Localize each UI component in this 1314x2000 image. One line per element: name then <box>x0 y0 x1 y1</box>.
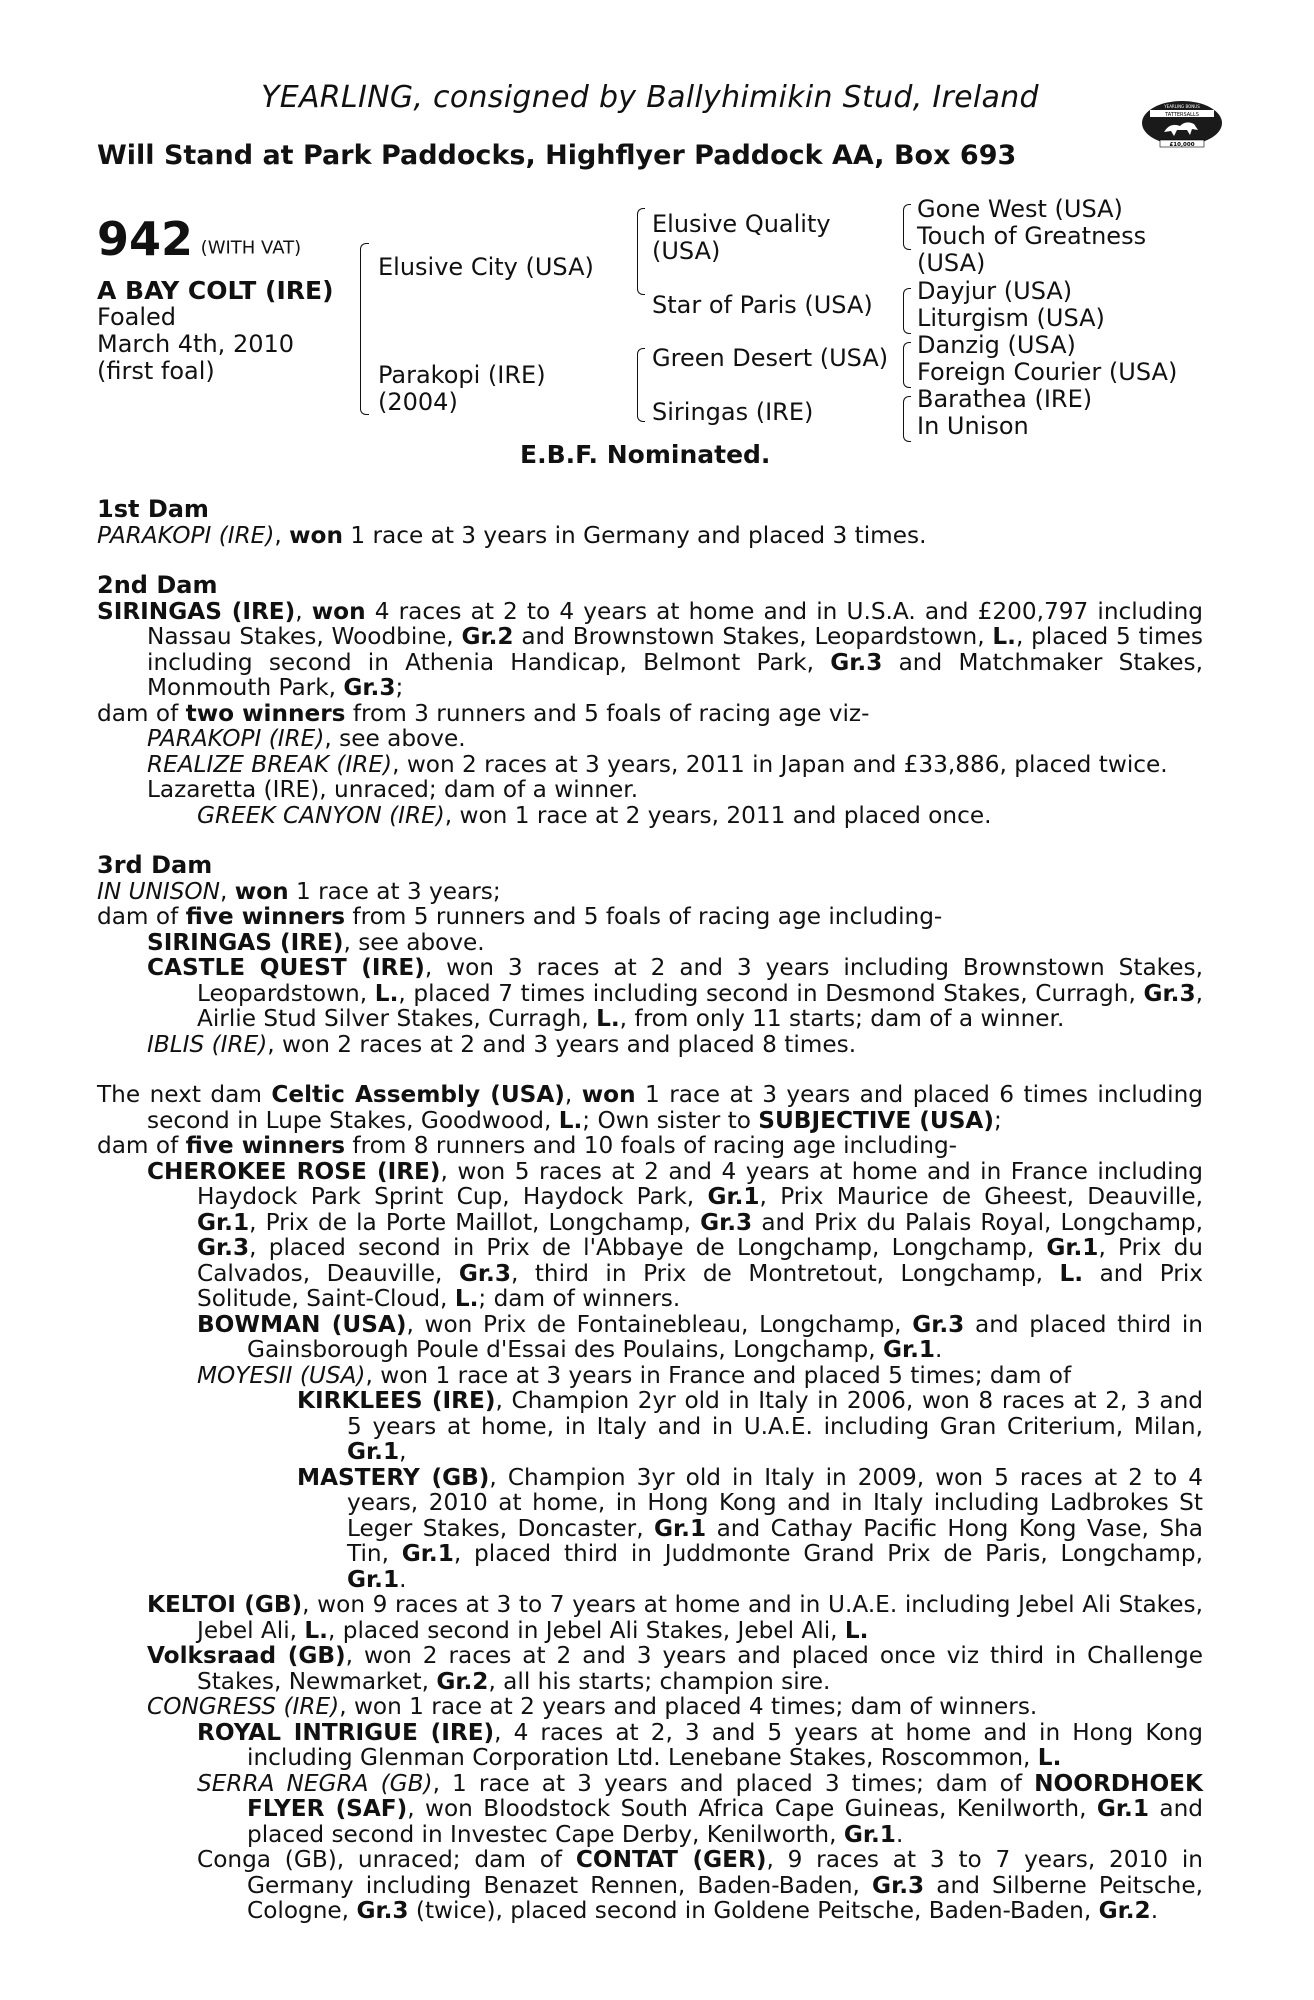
produce-item <box>97 1159 1203 1312</box>
horse-name: PARAKOPI (IRE) <box>147 725 325 752</box>
entry-text: and placed third in Gainsborough Poule d'Essai des Poulains, Longchamp, <box>247 1310 1203 1363</box>
entry-text: , won 2 races at 3 years, 2011 in Japan and £33,886, placed twice. <box>392 750 1168 778</box>
entry-text: , 9 races at 3 to 7 years, 2010 in Germany including Benazet Rennen, Baden-Baden, <box>247 1846 1204 1899</box>
grade: Gr.3 <box>343 674 396 701</box>
listed: L. <box>1059 1259 1084 1287</box>
pedigree-dam <box>378 362 546 416</box>
entry-text: dam of <box>97 903 186 930</box>
pedigree-dds: Barathea (IRE) <box>917 385 1093 413</box>
entry-text: and Matchmaker Stakes, Monmouth Park, <box>147 648 1203 701</box>
listed: L. <box>304 1616 328 1644</box>
entry-text: , won Bloodstock South Africa Cape Guineas, Kenilworth, <box>407 1795 1097 1822</box>
lot-block <box>97 212 357 385</box>
pedigree-sire-sire <box>652 211 831 265</box>
entry-text: and Cathay Pacific Hong Kong Vase, Sha Tin, <box>347 1514 1203 1567</box>
bracket-gen1 <box>360 243 369 415</box>
produce-item <box>97 1465 1203 1593</box>
grade: Gr.3 <box>872 1871 925 1899</box>
grade: Gr.1 <box>197 1208 250 1236</box>
listed: L. <box>454 1285 479 1312</box>
horse-name: PARAKOPI (IRE) <box>97 521 275 549</box>
entry-text: , placed 5 times including second in Athenia Handicap, Belmont Park, <box>147 623 1203 676</box>
entry-text: , placed 7 times including second in Desmond Stakes, Curragh, <box>398 979 1144 1007</box>
badge-mid-text: YEARLING BONUS <box>1164 104 1200 109</box>
bracket-gen3-4 <box>903 396 911 442</box>
grade: Gr.3 <box>700 1208 753 1236</box>
entry-text: , won 3 races at 2 and 3 years including Brownstown Stakes, Leopardstown, <box>197 954 1204 1007</box>
pedigree-dam-name: Parakopi (IRE) <box>378 361 546 389</box>
entry-text: and Prix du Palais Royal, Longchamp, <box>752 1208 1203 1236</box>
horse-name: CONGRESS (IRE) <box>147 1693 340 1720</box>
entry-text: . <box>935 1336 943 1363</box>
entry-text: , placed second in Prix de l'Abbaye de Longchamp, Longchamp, <box>249 1234 1047 1261</box>
listed: L. <box>844 1616 869 1644</box>
pedigree-sss: Gone West (USA) <box>917 195 1123 223</box>
horse-name: GREEK CANYON (IRE) <box>197 801 445 829</box>
won-label: won <box>581 1081 636 1108</box>
entry-text: Conga (GB), unraced; dam of <box>197 1846 576 1873</box>
grade: Gr.1 <box>882 1336 936 1363</box>
produce-item <box>97 1643 1203 1694</box>
horse-name: IBLIS (IRE) <box>147 1030 268 1058</box>
produce-item <box>97 1312 1203 1363</box>
entry-text: ; <box>395 674 404 701</box>
horse-name: SERRA NEGRA (GB) <box>197 1769 433 1797</box>
entry-text: . <box>399 1565 407 1593</box>
grade: Gr.1 <box>347 1565 400 1593</box>
pedigree-ddd: In Unison <box>917 412 1029 440</box>
ss-line2: (USA) <box>652 237 721 265</box>
entry-text: , third in Prix de Montretout, Longchamp, <box>510 1259 1060 1287</box>
stand-location: Will Stand at Park Paddocks, Highflyer Paddock AA, Box 693 <box>97 140 1017 171</box>
lot-vat: (WITH VAT) <box>200 237 302 259</box>
bracket-gen3-2 <box>903 288 911 334</box>
consignment-heading: YEARLING, consigned by Ballyhimikin Stud, Ireland <box>261 80 1039 115</box>
grade: Gr.1 <box>707 1183 760 1210</box>
produce-item <box>97 803 1203 829</box>
listed: L. <box>374 979 399 1007</box>
produce-item <box>97 1771 1203 1848</box>
produce-item <box>97 1363 1203 1389</box>
entry-text: 1 race at 3 years and placed 6 times including second in Lupe Stakes, Goodwood, <box>147 1081 1203 1134</box>
entry-text: , <box>399 1438 407 1465</box>
ssd-line1: Touch of Greatness <box>917 222 1147 250</box>
entry-text: and Silberne Peitsche, Cologne, <box>247 1871 1203 1924</box>
horse-name: NOORDHOEK FLYER (SAF) <box>247 1769 1203 1822</box>
foaled-date: March 4th, 2010 <box>97 330 295 358</box>
entry-text: and Brownstown Stakes, Leopardstown, <box>513 623 993 650</box>
grade: Gr.1 <box>1046 1234 1099 1261</box>
horse-name: MOYESII (USA) <box>197 1361 366 1389</box>
lot-description: A BAY COLT (IRE) <box>97 276 334 305</box>
horse-name: REALIZE BREAK (IRE) <box>147 750 393 778</box>
listed: L. <box>596 1005 620 1032</box>
entry-text: ; dam of winners. <box>478 1285 681 1312</box>
first-dam-entry: PARAKOPI (IRE), won 1 race at 3 years in Germany and placed 3 times. <box>97 521 927 549</box>
entry-text: , Prix du Calvados, Deauville, <box>197 1234 1203 1287</box>
family-text <box>97 497 1203 1924</box>
entry-text: , won 1 race at 2 years, 2011 and placed once. <box>444 801 992 829</box>
produce-item <box>97 726 1203 752</box>
second-dam-produce <box>97 701 1203 727</box>
horse-name: CONTAT (GER) <box>575 1846 767 1873</box>
entry-text: , won 9 races at 3 to 7 years at home and in U.A.E. including Jebel Ali Stakes, Jebel Ali, <box>197 1591 1203 1644</box>
horse-name: KIRKLEES (IRE) <box>297 1387 496 1414</box>
pedigree-dsd: Foreign Courier (USA) <box>917 358 1178 386</box>
grade: Gr.1 <box>1096 1795 1149 1822</box>
entry-text: , won 5 races at 2 and 4 years at home and in France including Haydock Park Sprint Cup, Haydock Park, <box>197 1157 1203 1210</box>
next-dam-entry: The next dam Celtic Assembly (USA), won 1 race at 3 years and placed 6 times including second in Lupe Stakes, Goodwood, L.; Own sister to SUBJECTIVE (USA); <box>97 1081 1203 1134</box>
entry-text: ; Own sister to <box>582 1106 759 1134</box>
entry-text: , placed second in Jebel Ali Stakes, Jebel Ali, <box>327 1616 845 1644</box>
entry-text: , from only 11 starts; dam of a winner. <box>619 1005 1065 1032</box>
second-dam-heading: 2nd Dam <box>97 571 218 599</box>
foaled-label: Foaled <box>97 303 177 331</box>
pedigree-dam-sire: Green Desert (USA) <box>652 344 889 372</box>
won-label: won <box>311 597 366 625</box>
yearling-bonus-badge <box>1138 96 1226 154</box>
third-dam-entry: IN UNISON, won 1 race at 3 years; <box>97 877 501 905</box>
produce-item <box>97 1032 1203 1058</box>
entry-text: from 5 runners and 5 foals of racing age including- <box>345 903 943 930</box>
grade: Gr.1 <box>654 1514 707 1542</box>
entry-text: 1 race at 3 years in Germany and placed 3 times. <box>343 521 927 549</box>
grade: Gr.3 <box>912 1310 965 1338</box>
entry-text: and Prix Solitude, Saint-Cloud, <box>197 1259 1203 1312</box>
horse-name: MASTERY (GB) <box>297 1463 490 1491</box>
grade: Gr.3 <box>1143 979 1196 1007</box>
entry-text: 1 race at 3 years; <box>288 877 501 905</box>
listed: L. <box>558 1106 583 1134</box>
horse-name: SIRINGAS (IRE) <box>97 597 296 625</box>
entry-text: ; <box>993 1106 1002 1134</box>
horse-name: IN UNISON <box>97 877 221 905</box>
bracket-gen3-1 <box>903 204 911 250</box>
grade: Gr.2 <box>1098 1897 1151 1924</box>
entry-text: (twice), placed second in Goldene Peitsche, Baden-Baden, <box>408 1897 1099 1924</box>
entry-text: , won 2 races at 2 and 3 years and placed 8 times. <box>267 1030 857 1058</box>
produce-item <box>97 930 1203 956</box>
produce-item <box>97 1592 1203 1643</box>
grade: Gr.2 <box>461 623 514 650</box>
entry-text: , all his starts; champion sire. <box>488 1667 831 1695</box>
grade: Gr.3 <box>458 1259 511 1287</box>
horse-name: CASTLE QUEST (IRE) <box>147 954 425 981</box>
pedigree-sds: Dayjur (USA) <box>917 277 1073 305</box>
entry-text: , 1 race at 3 years and placed 3 times; dam of <box>432 1769 1035 1797</box>
produce-item <box>97 1847 1203 1924</box>
winners: two winners <box>185 699 346 727</box>
entry-text: The next dam <box>97 1081 272 1108</box>
first-dam-heading: 1st Dam <box>97 495 209 523</box>
foal-note: (first foal) <box>97 357 215 385</box>
badge-bottom-text: £10,000 <box>1169 142 1195 148</box>
lot-number: 942 <box>97 212 194 266</box>
grade: Gr.3 <box>356 1897 409 1924</box>
produce-item <box>97 1694 1203 1720</box>
badge-top-text: TATTERSALLS <box>1165 112 1199 118</box>
horse-name: BOWMAN (USA) <box>197 1310 407 1338</box>
ebf-nominated: E.B.F. Nominated. <box>520 440 771 469</box>
won-label: won <box>289 521 343 549</box>
ss-line1: Elusive Quality <box>652 210 831 238</box>
bracket-gen2-sire <box>637 208 645 295</box>
listed: L. <box>992 623 1016 650</box>
pedigree-dss: Danzig (USA) <box>917 331 1076 359</box>
produce-item <box>97 1388 1203 1465</box>
pedigree-dam-year: (2004) <box>378 388 458 416</box>
entry-text: , see above. <box>343 928 485 956</box>
horse-name: ROYAL INTRIGUE (IRE) <box>197 1718 495 1746</box>
entry-text: , 4 races at 2, 3 and 5 years at home and in Hong Kong including Glenman Corporation Ltd. Lenebane Stakes, Roscommon, <box>247 1718 1203 1771</box>
entry-text: 4 races at 2 to 4 years at home and in U.S.A. and £200,797 including Nassau Stakes, Woodbine, <box>147 597 1204 650</box>
entry-text: , see above. <box>324 725 466 752</box>
entry-text: . <box>1150 1897 1159 1924</box>
horse-name: Volksraad (GB) <box>147 1642 346 1669</box>
third-dam-heading: 3rd Dam <box>97 851 213 879</box>
grade: Gr.3 <box>830 648 883 676</box>
grade: Gr.1 <box>347 1438 400 1465</box>
pedigree-dam-dam: Siringas (IRE) <box>652 398 814 426</box>
produce-item <box>97 752 1203 778</box>
second-dam-entry: SIRINGAS (IRE), won 4 races at 2 to 4 years at home and in U.S.A. and £200,797 including Nassau Stakes, Woodbine, Gr.2 and Brownstown Stakes, Leopardstown, L., placed 5 times including second in Athenia Handicap, Belmont Park, Gr.3 and Matchmaker Stakes, Monmouth Park, Gr.3; <box>97 597 1204 701</box>
entry-text: , Champion 2yr old in Italy in 2006, won 8 races at 2, 3 and 5 years at home, in Italy and in U.A.E. including Gran Criterium, Milan, <box>347 1387 1203 1440</box>
entry-text: , won Prix de Fontainebleau, Longchamp, <box>406 1310 913 1338</box>
pedigree-sdd: Liturgism (USA) <box>917 304 1105 332</box>
listed: L. <box>1037 1744 1062 1771</box>
winners: five winners <box>185 1132 346 1159</box>
ssd-line2: (USA) <box>917 249 986 277</box>
lot-number-line <box>97 212 357 266</box>
grade: Gr.3 <box>197 1234 250 1261</box>
pedigree-sire: Elusive City (USA) <box>378 253 594 281</box>
grade: Gr.1 <box>401 1540 454 1567</box>
grade: Gr.2 <box>436 1667 489 1695</box>
entry-text: , Prix de la Porte Maillot, Longchamp, <box>249 1208 701 1236</box>
entry-text: from 3 runners and 5 foals of racing age viz- <box>345 699 870 727</box>
entry-text: , Champion 3yr old in Italy in 2009, won 5 races at 2 to 4 years, 2010 at home, in Hong Kong and in Italy including Ladbrokes St Leger Stakes, Doncaster, <box>347 1463 1203 1542</box>
entry-text: dam of <box>97 1132 186 1159</box>
horse-name: SUBJECTIVE (USA) <box>758 1106 994 1134</box>
horse-name: KELTOI (GB) <box>147 1591 303 1618</box>
entry-text: . <box>895 1820 904 1848</box>
grade: Gr.1 <box>843 1820 896 1848</box>
next-dam-produce <box>97 1133 1203 1159</box>
pedigree-ssd <box>917 223 1146 277</box>
produce-item <box>97 1720 1203 1771</box>
entry-text: , won 1 race at 3 years in France and placed 5 times; dam of <box>365 1361 1072 1389</box>
third-dam-produce <box>97 904 1203 930</box>
horse-name: CHEROKEE ROSE (IRE) <box>147 1157 441 1185</box>
entry-text: and placed second in Investec Cape Derby, Kenilworth, <box>247 1795 1203 1848</box>
entry-text: , placed third in Juddmonte Grand Prix de Paris, Longchamp, <box>453 1540 1203 1567</box>
produce-item <box>97 955 1203 1032</box>
won-label: won <box>234 877 289 905</box>
entry-text: , Prix Maurice de Gheest, Deauville, <box>759 1183 1203 1210</box>
produce-item: Lazaretta (IRE), unraced; dam of a winner. <box>147 776 639 803</box>
entry-text: , won 2 races at 2 and 3 years and placed once viz third in Challenge Stakes, Newmarket, <box>197 1642 1203 1695</box>
entry-text: from 8 runners and 10 foals of racing age including- <box>345 1132 958 1159</box>
bracket-gen2-dam <box>637 348 645 422</box>
horse-name: Celtic Assembly (USA) <box>271 1081 565 1108</box>
bracket-gen3-3 <box>903 342 911 388</box>
winners: five winners <box>185 903 346 930</box>
pedigree-sire-dam: Star of Paris (USA) <box>652 291 873 319</box>
entry-text: , Airlie Stud Silver Stakes, Curragh, <box>197 979 1203 1032</box>
entry-text: , won 1 race at 2 years and placed 4 times; dam of winners. <box>339 1693 1038 1720</box>
entry-text: dam of <box>97 699 186 727</box>
horse-name: SIRINGAS (IRE) <box>147 928 344 956</box>
